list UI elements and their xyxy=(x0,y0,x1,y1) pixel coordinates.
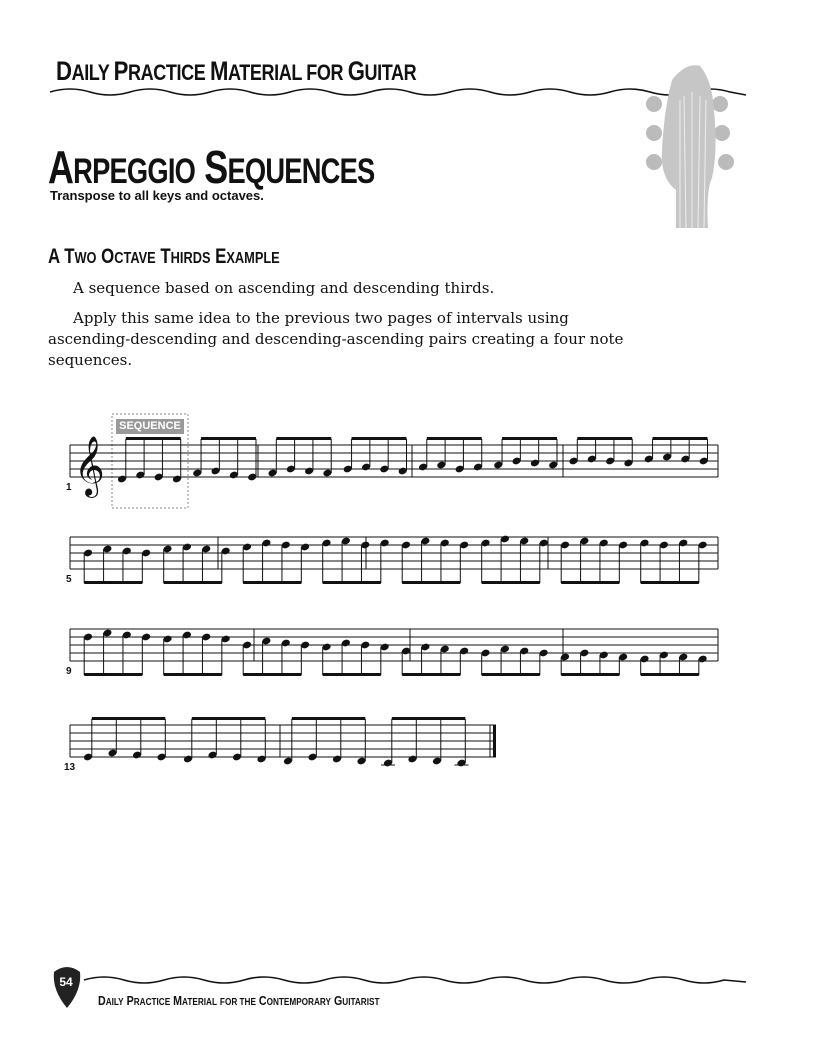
measure-number: 9 xyxy=(66,666,72,677)
note-beam xyxy=(84,581,142,584)
final-bar-line xyxy=(493,725,496,757)
measure-number: 1 xyxy=(66,482,72,493)
footer-part: M xyxy=(173,993,183,1008)
paragraph: A sequence based on ascending and descending thirds. xyxy=(73,279,495,297)
section-heading-part: O xyxy=(101,245,115,268)
note-beam xyxy=(192,717,265,720)
header-title-part: FOR xyxy=(306,60,344,85)
footer-part: G xyxy=(333,993,343,1008)
title-part: A xyxy=(48,141,74,193)
treble-clef-icon: 𝄞 xyxy=(74,436,105,496)
note-beam xyxy=(243,673,301,676)
note-beam xyxy=(641,581,699,584)
note-beam xyxy=(577,437,632,440)
footer-part: UITARIST xyxy=(342,997,380,1008)
note-beam xyxy=(482,673,540,676)
section-heading-part: E xyxy=(215,245,227,268)
note-beam xyxy=(641,673,699,676)
header-title-part: AILY xyxy=(71,60,110,85)
note-beam xyxy=(126,437,181,440)
measure-number: 13 xyxy=(64,762,76,773)
footer-part: FOR THE xyxy=(219,997,256,1008)
note-beam xyxy=(427,437,482,440)
header-title-part: P xyxy=(113,56,129,86)
note-beam xyxy=(292,717,366,720)
section-heading-part: CTAVE xyxy=(114,250,156,267)
note-beam xyxy=(392,717,466,720)
footer-part: C xyxy=(258,993,267,1008)
section-heading-part: HIRDS xyxy=(170,250,211,267)
title-part: EQUENCES xyxy=(227,152,375,191)
header-title-part: D xyxy=(56,56,72,86)
note-beam xyxy=(164,581,222,584)
section-heading-part: T xyxy=(64,245,75,268)
note-beam xyxy=(84,673,142,676)
note-beam xyxy=(92,717,166,720)
section-heading-part: XAMPLE xyxy=(226,250,280,267)
paragraph: Apply this same idea to the previous two pages of intervals using ascending-descending and descending-ascending pairs creating a four note sequences. xyxy=(48,309,624,369)
footer-title xyxy=(98,993,379,1008)
section-heading-part: WO xyxy=(74,250,97,267)
note-beam xyxy=(561,673,619,676)
header-title-part: UITAR xyxy=(364,60,417,85)
title-part: RPEGGIO xyxy=(73,152,196,191)
note-beam xyxy=(323,581,381,584)
section-heading-part: T xyxy=(160,245,171,268)
note-beam xyxy=(352,437,407,440)
footer-part: AILY xyxy=(105,997,124,1008)
note-beam xyxy=(323,673,381,676)
note-beam xyxy=(164,673,222,676)
header-title-part: RACTICE xyxy=(128,60,206,85)
note-beam xyxy=(402,581,460,584)
footer-part: ATERIAL xyxy=(182,997,217,1008)
subtitle: Transpose to all keys and octaves. xyxy=(50,188,264,203)
section-heading-part: A xyxy=(48,245,60,268)
footer-part: P xyxy=(126,993,134,1008)
note-beam xyxy=(653,437,708,440)
note-beam xyxy=(201,437,256,440)
footer-part: RACTICE xyxy=(133,997,171,1008)
note-beam xyxy=(243,581,301,584)
sequence-label: SEQUENCE xyxy=(116,419,184,434)
note-beam xyxy=(502,437,557,440)
header-title-part: ATERIAL xyxy=(227,60,302,85)
note-beam xyxy=(482,581,540,584)
page-number: 54 xyxy=(59,975,73,989)
footer-part: D xyxy=(98,993,106,1008)
title-part: S xyxy=(204,141,228,193)
footer-part: ONTEMPORARY xyxy=(266,997,331,1008)
header-title-part: G xyxy=(347,56,365,86)
header-title-part: M xyxy=(209,56,228,86)
note-beam xyxy=(561,581,619,584)
measure-number: 5 xyxy=(66,574,72,585)
note-beam xyxy=(402,673,460,676)
note-beam xyxy=(276,437,331,440)
